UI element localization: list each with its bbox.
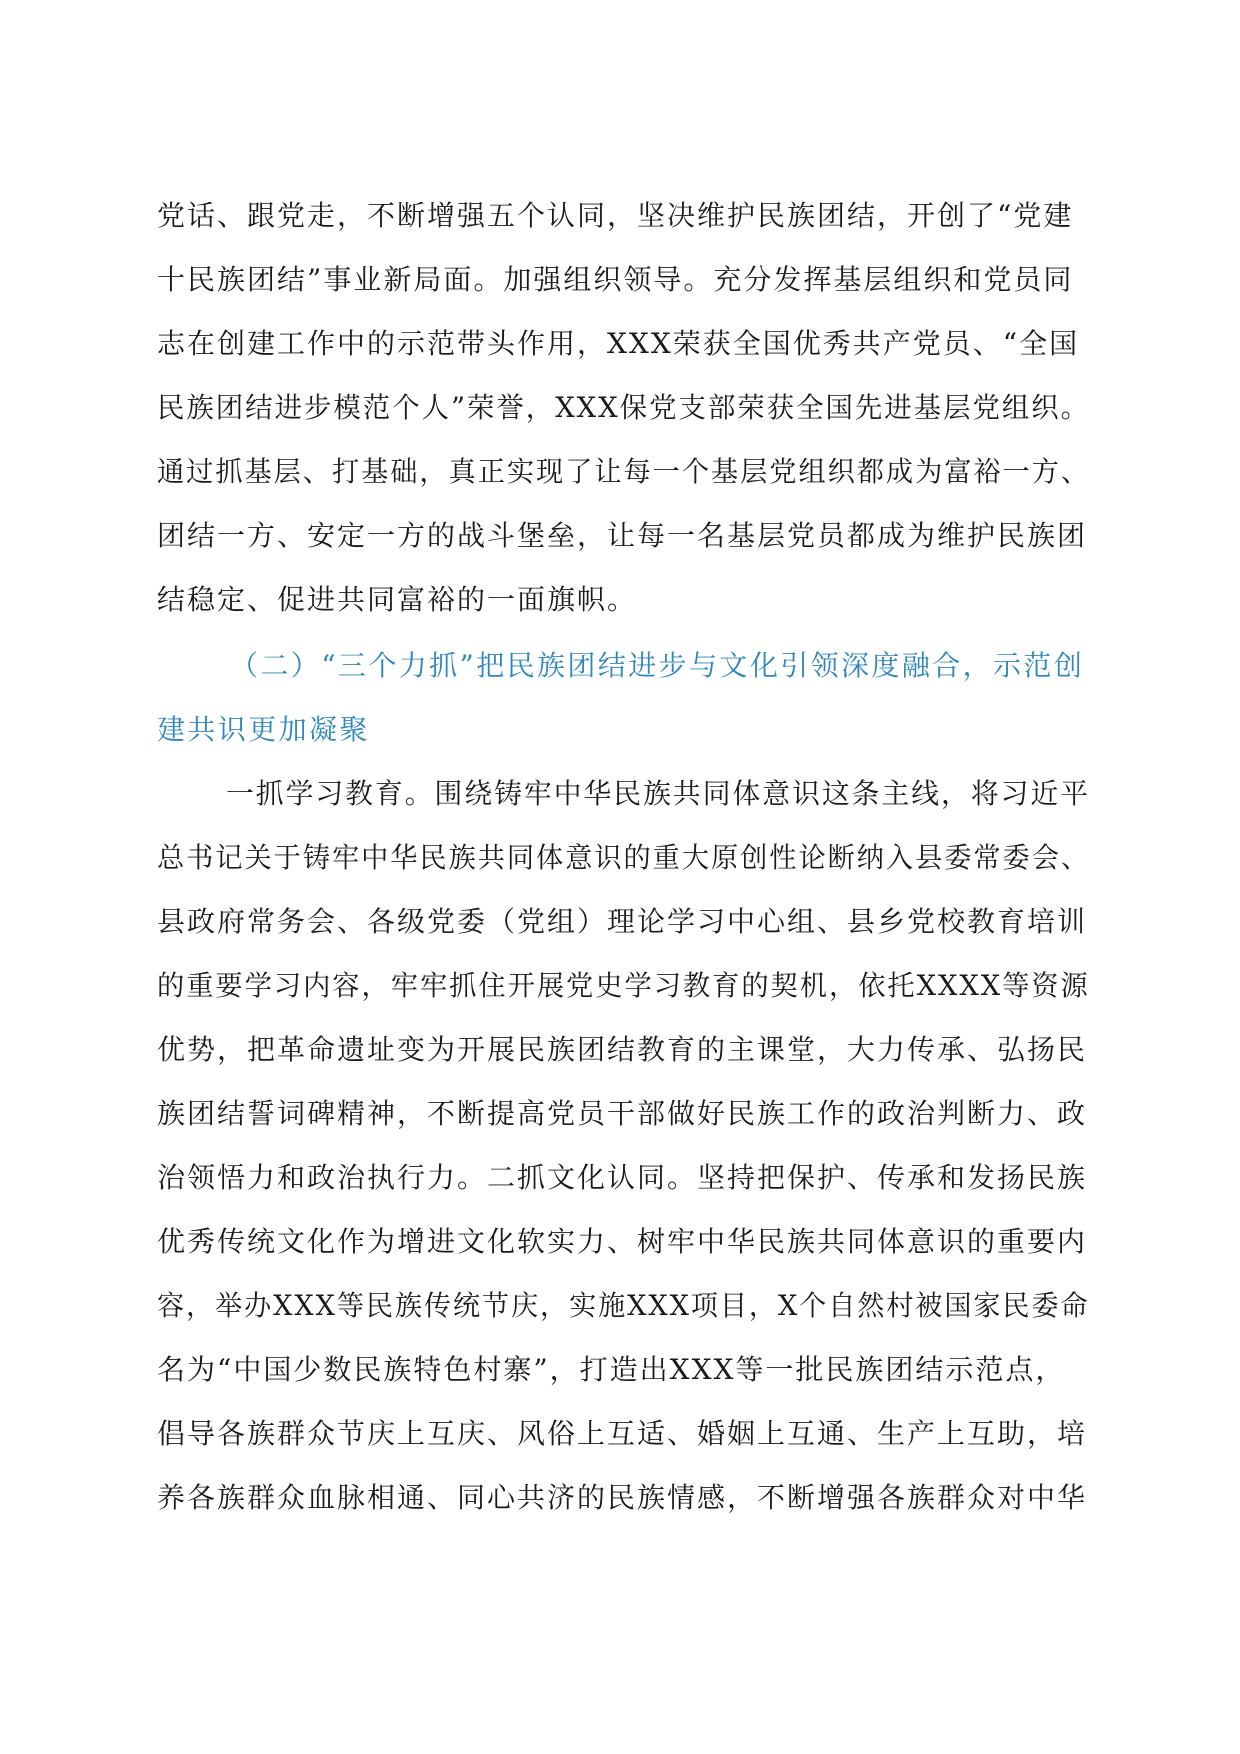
body-line: 倡导各族群众节庆上互庆、风俗上互适、婚姻上互通、生产上互助，培 [157,1417,1088,1450]
body-line: 团结一方、安定一方的战斗堡垒，让每一名基层党员都成为维护民族团 [157,519,1088,552]
body-line: 名为“中国少数民族特色村寨”，打造出XXX等一批民族团结示范点， [157,1353,1066,1386]
body-line: 的重要学习内容，牢牢抓住开展党史学习教育的契机，依托XXXX等资源 [157,969,1090,1002]
body-line: 治领悟力和政治执行力。二抓文化认同。坚持把保护、传承和发扬民族 [157,1161,1088,1194]
body-line: 优秀传统文化作为增进文化软实力、树牢中华民族共同体意识的重要内 [157,1225,1088,1258]
body-line: 党话、跟党走，不断增强五个认同，坚决维护民族团结，开创了“党建 [157,199,1074,232]
body-line: 族团结誓词碑精神，不断提高党员干部做好民族工作的政治判断力、政 [157,1097,1088,1130]
body-line: 优势，把革命遗址变为开展民族团结教育的主课堂，大力传承、弘扬民 [157,1033,1088,1066]
section-heading-line: （二）“三个力抓”把民族团结进步与文化引领深度融合，示范创 [230,649,1085,682]
body-line: 养各族群众血脉相通、同心共济的民族情感，不断增强各族群众对中华 [157,1481,1088,1514]
body-line: 一抓学习教育。围绕铸牢中华民族共同体意识这条主线，将习近平 [226,777,1091,810]
body-line: 容，举办XXX等民族传统节庆，实施XXX项目，X个自然村被国家民委命 [157,1289,1090,1322]
body-line: 通过抓基层、打基础，真正实现了让每一个基层党组织都成为富裕一方、 [157,455,1091,488]
body-line: 十民族团结”事业新局面。加强组织领导。充分发挥基层组织和党员同 [157,263,1074,296]
section-heading-line: 建共识更加凝聚 [157,713,370,746]
body-line: 志在创建工作中的示范带头作用，XXX荣获全国优秀共产党员、“全国 [157,327,1080,360]
body-line: 总书记关于铸牢中华民族共同体意识的重大原创性论断纳入县委常委会、 [157,841,1091,874]
body-line: 结稳定、促进共同富裕的一面旗帜。 [157,583,638,616]
body-line: 县政府常务会、各级党委（党组）理论学习中心组、县乡党校教育培训 [157,905,1088,938]
body-line: 民族团结进步模范个人”荣誉，XXX保党支部荣获全国先进基层党组织。 [157,391,1091,424]
